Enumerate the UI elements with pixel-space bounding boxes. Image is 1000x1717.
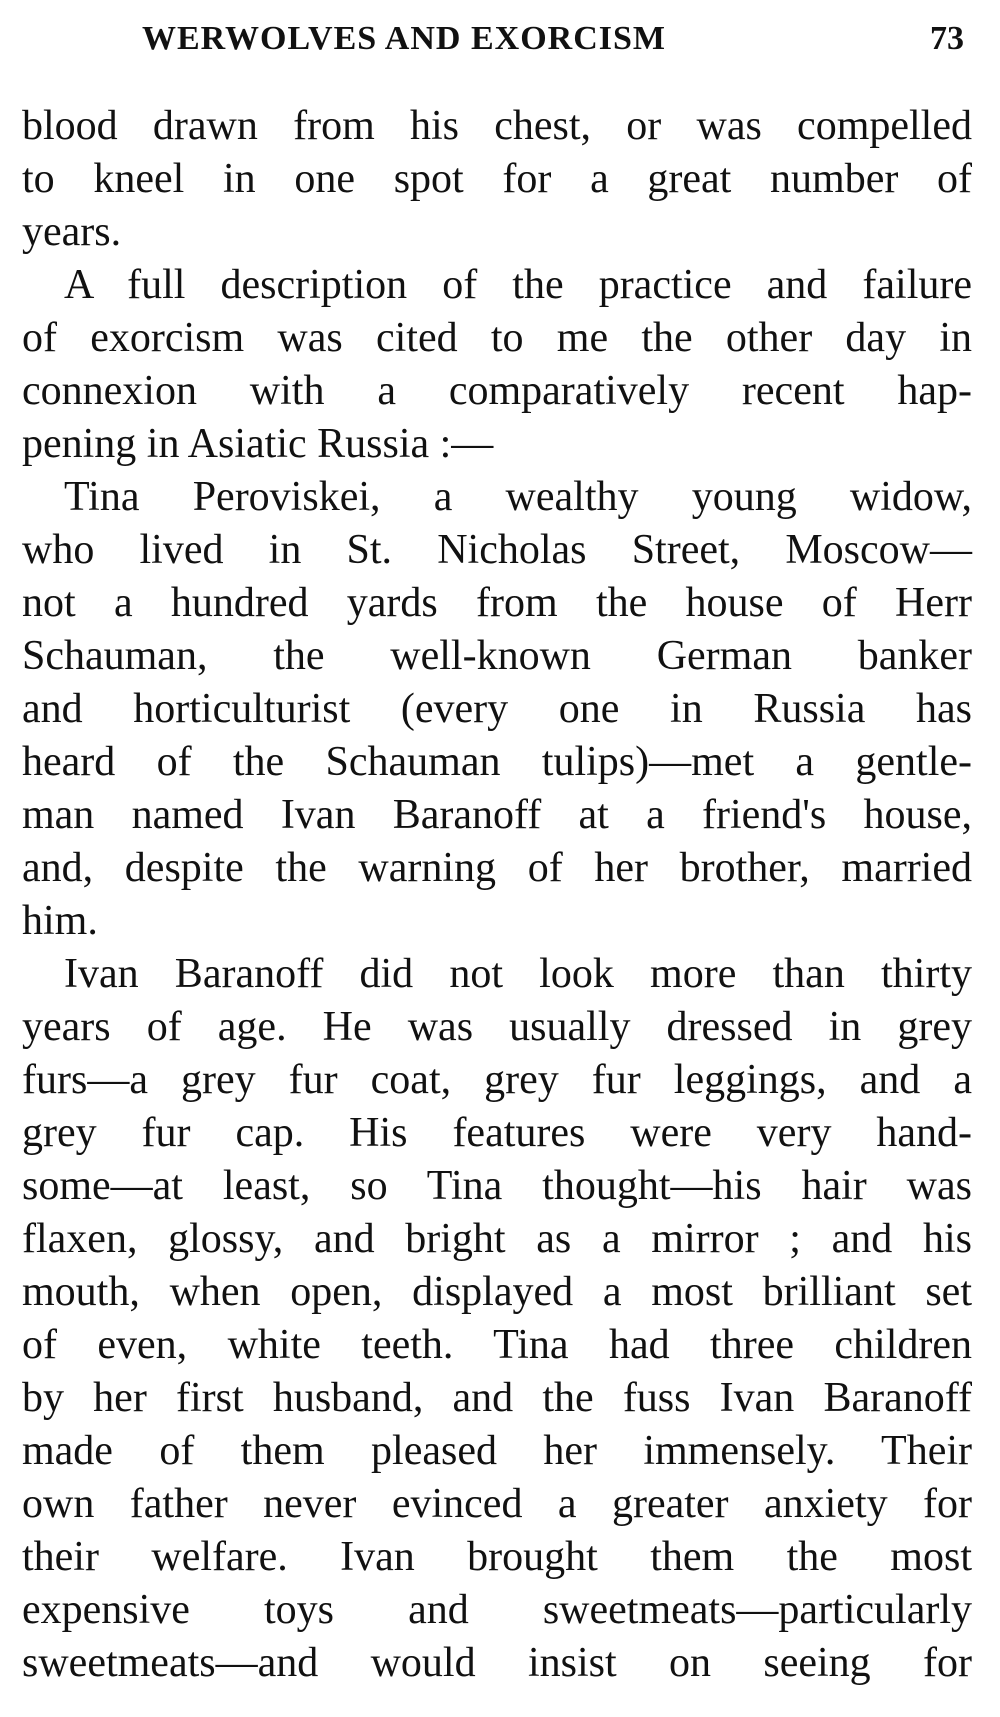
text-line: heard of the Schauman tulips)—met a gentle- [22,739,972,785]
text-line: and horticulturist (every one in Russia has [22,686,972,732]
text-line: Ivan Baranoff did not look more than thirty [64,951,972,997]
text-line: Schauman, the well-known German banker [22,633,972,679]
text-line: their welfare. Ivan brought them the most [22,1534,972,1580]
text-line: grey fur cap. His features were very hand- [22,1110,972,1156]
text-line: of exorcism was cited to me the other day in [22,315,972,361]
text-line: A full description of the practice and failure [64,262,972,308]
text-line: pening in Asiatic Russia :— [22,421,494,467]
text-line: by her first husband, and the fuss Ivan Baranoff [22,1375,972,1421]
running-head [22,14,972,70]
text-line: man named Ivan Baranoff at a friend's house, [22,792,972,838]
text-line: and, despite the warning of her brother, married [22,845,972,891]
chapter-title: WERWOLVES AND EXORCISM [142,20,666,57]
text-line: to kneel in one spot for a great number of [22,156,972,202]
text-line: connexion with a comparatively recent hap- [22,368,972,414]
text-line: years. [22,209,122,255]
text-line: expensive toys and sweetmeats—particularly [22,1587,972,1633]
text-line: not a hundred yards from the house of Herr [22,580,972,626]
text-line: blood drawn from his chest, or was compelled [22,103,972,149]
text-line: made of them pleased her immensely. Their [22,1428,972,1474]
text-line: Tina Peroviskei, a wealthy young widow, [64,474,972,520]
text-line: years of age. He was usually dressed in grey [22,1004,972,1050]
text-line: mouth, when open, displayed a most brilliant set [22,1269,972,1315]
book-page [22,0,972,1717]
text-line: some—at least, so Tina thought—his hair was [22,1163,972,1209]
body-text [22,100,972,1690]
text-line: flaxen, glossy, and bright as a mirror ; and his [22,1216,972,1262]
text-line: him. [22,898,98,944]
text-line: own father never evinced a greater anxiety for [22,1481,972,1527]
text-line: who lived in St. Nicholas Street, Moscow— [22,527,972,573]
text-line: furs—a grey fur coat, grey fur leggings, and a [22,1057,972,1103]
text-line: sweetmeats—and would insist on seeing for [22,1640,972,1686]
page-number: 73 [930,20,964,57]
text-line: of even, white teeth. Tina had three children [22,1322,972,1368]
